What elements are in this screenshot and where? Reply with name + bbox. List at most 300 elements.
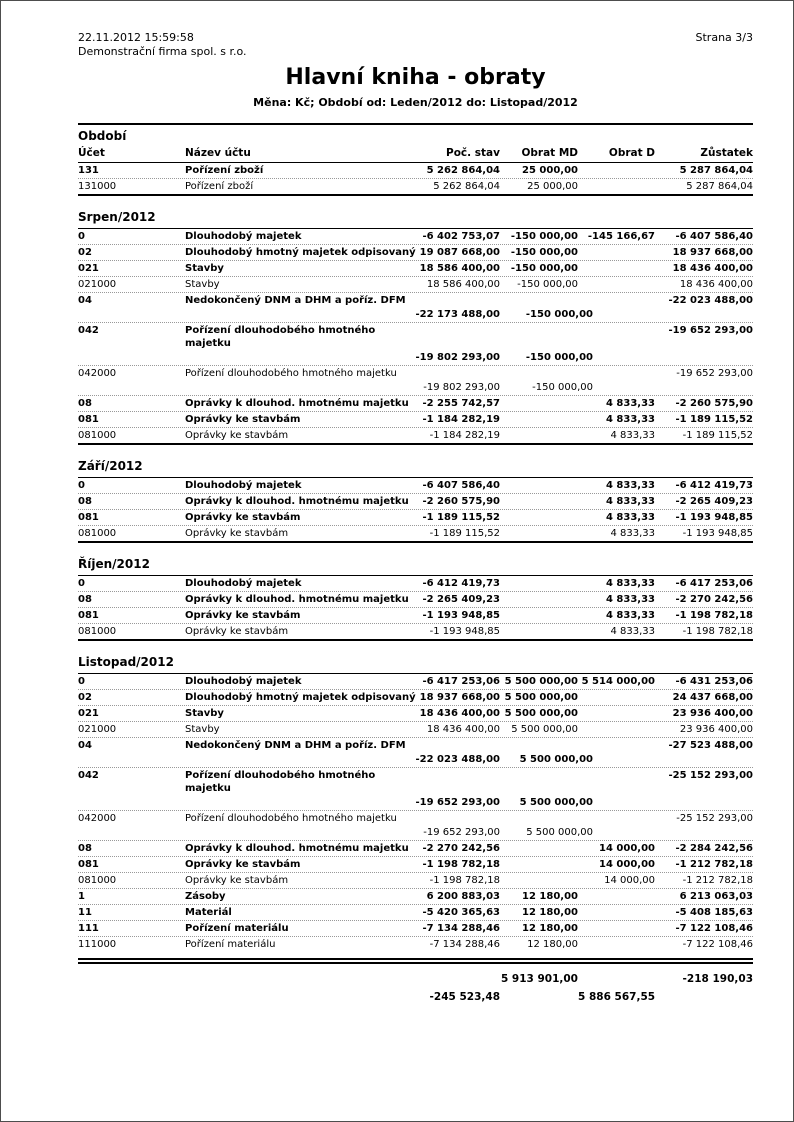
poc-stav-value: -7 134 288,46 <box>422 923 500 934</box>
obrat-d-value: 4 833,33 <box>610 528 655 539</box>
zustatek-value: -1 193 948,85 <box>682 528 753 539</box>
table-row <box>78 509 753 525</box>
zustatek-value: -22 023 488,00 <box>668 295 753 306</box>
obrat-d-value: 14 000,00 <box>599 859 655 870</box>
account-name <box>185 890 402 903</box>
section-title: Listopad/2012 <box>78 655 174 669</box>
header-left <box>78 31 247 59</box>
table-row <box>78 395 753 411</box>
account-name <box>185 180 402 193</box>
section-rows <box>78 477 753 543</box>
obrat-md-value <box>500 739 578 752</box>
account-name <box>185 739 406 752</box>
table-row <box>78 810 753 840</box>
obrat-md-value <box>500 324 578 350</box>
obrat-md-value <box>500 577 578 590</box>
table-row <box>78 411 753 427</box>
account-number: 08 <box>78 843 92 854</box>
table-row-value-line <box>78 351 753 365</box>
table-row <box>78 856 753 872</box>
poc-stav-value: 5 262 864,04 <box>426 165 500 176</box>
account-name <box>185 479 402 492</box>
account-name-line-1: Dlouhodobý majetek <box>185 231 302 242</box>
poc-stav-value: -6 407 586,40 <box>422 480 500 491</box>
zustatek-value: -1 189 115,52 <box>682 430 753 441</box>
account-name-line-1: Pořízení dlouhodobého hmotného majetku <box>185 368 397 379</box>
table-row-main-line <box>78 412 753 427</box>
account-name-line-1: Materiál <box>185 907 232 918</box>
obrat-md-value: -150 000,00 <box>517 279 578 290</box>
obrat-d-value: 4 833,33 <box>605 480 655 491</box>
account-number: 081000 <box>78 430 117 441</box>
totals-rule <box>78 958 753 964</box>
poc-stav-value: -6 402 753,07 <box>422 231 500 242</box>
account-number: 081000 <box>78 528 117 539</box>
table-row-main-line <box>78 478 753 493</box>
table-row-main-line <box>78 722 753 737</box>
report-subtitle: Měna: Kč; Období od: Leden/2012 do: Listopad/2012 <box>253 96 578 109</box>
account-name <box>185 262 402 275</box>
table-row <box>78 591 753 607</box>
obrat-d-value <box>578 164 655 177</box>
poc-stav-value: -22 023 488,00 <box>415 754 500 765</box>
zustatek-value: -2 270 242,56 <box>675 594 753 605</box>
obrat-d-value <box>578 922 655 935</box>
table-row-main-line <box>78 261 753 276</box>
zustatek-value: 23 936 400,00 <box>679 724 753 735</box>
obrat-d-value: 5 514 000,00 <box>581 676 655 687</box>
obrat-md-value <box>500 609 578 622</box>
obrat-d-value: 4 833,33 <box>605 414 655 425</box>
account-number: 042000 <box>78 368 117 379</box>
table-row-main-line <box>78 608 753 623</box>
poc-stav-value: 18 586 400,00 <box>426 279 500 290</box>
account-number: 021 <box>78 263 99 274</box>
account-number: 021000 <box>78 279 117 290</box>
account-name <box>185 625 402 638</box>
table-row-main-line <box>78 921 753 936</box>
obrat-value: -150 000,00 <box>532 382 593 393</box>
table-row-main-line <box>78 396 753 411</box>
obrat-d-value <box>578 938 655 951</box>
obrat-md-value <box>500 429 578 442</box>
account-name-line-1: Dlouhodobý majetek <box>185 480 302 491</box>
obrat-md-value <box>500 812 578 825</box>
account-name <box>185 246 416 259</box>
account-number: 021 <box>78 708 99 719</box>
poc-stav-value: -2 265 409,23 <box>422 594 500 605</box>
section-rows <box>78 163 753 196</box>
table-row <box>78 623 753 639</box>
account-name-line-1: Nedokončený DNM a DHM a poříz. DFM <box>185 295 406 306</box>
zustatek-value: -1 212 782,18 <box>682 875 753 886</box>
poc-stav-value: 6 200 883,03 <box>426 891 500 902</box>
poc-stav-value: -1 193 948,85 <box>429 626 500 637</box>
poc-stav-value: -1 184 282,19 <box>422 414 500 425</box>
zustatek-value: -1 193 948,85 <box>675 512 753 523</box>
table-row-main-line <box>78 706 753 721</box>
table-row <box>78 276 753 292</box>
zustatek-value: -27 523 488,00 <box>668 740 753 751</box>
account-number: 081 <box>78 414 99 425</box>
table-row <box>78 737 753 767</box>
account-name-line-1: Oprávky ke stavbám <box>185 512 301 523</box>
obrat-md-value: -150 000,00 <box>510 231 578 242</box>
poc-stav-value <box>402 294 500 307</box>
zustatek-value: -1 198 782,18 <box>682 626 753 637</box>
report-section <box>78 458 753 543</box>
account-name <box>185 922 402 935</box>
account-number: 02 <box>78 692 92 703</box>
table-row <box>78 163 753 178</box>
obrat-d-value: 4 833,33 <box>605 594 655 605</box>
column-header-obrat-md: Obrat MD <box>521 147 578 159</box>
account-number: 111000 <box>78 939 117 950</box>
obrat-md-value <box>500 527 578 540</box>
account-name <box>185 874 402 887</box>
table-row-main-line <box>78 576 753 591</box>
poc-stav-value <box>402 324 500 350</box>
zustatek-value: -6 412 419,73 <box>675 480 753 491</box>
obrat-d-value: 14 000,00 <box>604 875 655 886</box>
account-name <box>185 429 402 442</box>
account-name-line-1: Pořízení zboží <box>185 165 264 176</box>
poc-stav-value: -5 420 365,63 <box>422 907 500 918</box>
obrat-d-value: 4 833,33 <box>610 626 655 637</box>
table-row <box>78 178 753 194</box>
account-name-line-1: Pořízení materiálu <box>185 939 276 950</box>
obrat-d-value <box>578 723 655 736</box>
account-name-line-1: Pořízení zboží <box>185 181 254 192</box>
zustatek-value: 5 287 864,04 <box>686 181 753 192</box>
account-number: 081 <box>78 610 99 621</box>
poc-stav-value: 18 937 668,00 <box>419 692 500 703</box>
account-name-line-1: Pořízení materiálu <box>185 923 289 934</box>
obrat-value: 5 500 000,00 <box>526 827 593 838</box>
obrat-md-value <box>500 842 578 855</box>
section-title: Srpen/2012 <box>78 210 156 224</box>
table-row-main-line <box>78 873 753 888</box>
account-name-line-1: Stavby <box>185 724 220 735</box>
obrat-md-value: 5 500 000,00 <box>504 692 578 703</box>
obrat-d-value <box>578 812 655 825</box>
table-row-main-line <box>78 526 753 541</box>
account-name <box>185 511 402 524</box>
poc-stav-value: -2 270 242,56 <box>422 843 500 854</box>
account-name-line-1: Stavby <box>185 279 220 290</box>
obrat-md-value: 5 500 000,00 <box>504 708 578 719</box>
obrat-md-value <box>500 625 578 638</box>
table-row <box>78 229 753 244</box>
obrat-d-value: 4 833,33 <box>605 398 655 409</box>
zustatek-value: -25 152 293,00 <box>676 813 753 824</box>
obrat-md-value: -150 000,00 <box>510 263 578 274</box>
account-number: 081 <box>78 512 99 523</box>
poc-stav-value: -1 198 782,18 <box>422 859 500 870</box>
obrat-d-value <box>578 294 655 307</box>
account-number: 08 <box>78 496 92 507</box>
table-row <box>78 244 753 260</box>
account-name <box>185 413 402 426</box>
account-name-line-1: Oprávky ke stavbám <box>185 430 289 441</box>
table-row <box>78 674 753 689</box>
poc-stav-value: 18 436 400,00 <box>419 708 500 719</box>
account-number: 042000 <box>78 813 117 824</box>
obrat-d-value: -145 166,67 <box>587 231 655 242</box>
zustatek-value: -6 407 586,40 <box>675 231 753 242</box>
account-number: 0 <box>78 578 85 589</box>
table-row <box>78 872 753 888</box>
account-name <box>185 858 402 871</box>
poc-stav-value: -6 417 253,06 <box>422 676 500 687</box>
obrat-d-value: 4 833,33 <box>605 496 655 507</box>
table-row-value-line <box>78 826 753 840</box>
table-row <box>78 525 753 541</box>
column-headers <box>78 147 753 163</box>
zustatek-value: -5 408 185,63 <box>675 907 753 918</box>
obrat-md-value <box>500 593 578 606</box>
report-section <box>78 209 753 445</box>
account-number: 0 <box>78 231 85 242</box>
table-row-main-line <box>78 428 753 443</box>
table-row <box>78 920 753 936</box>
poc-stav-value: -1 189 115,52 <box>422 512 500 523</box>
obrat-d-value: 4 833,33 <box>605 578 655 589</box>
table-row-value-line <box>78 308 753 322</box>
poc-stav-value: -1 198 782,18 <box>429 875 500 886</box>
poc-stav-value: -6 412 419,73 <box>422 578 500 589</box>
account-name-line-1: Oprávky k dlouhod. hmotnému majetku <box>185 496 409 507</box>
table-row <box>78 493 753 509</box>
obrat-md-value: 25 000,00 <box>522 165 578 176</box>
column-header-nazev-uctu: Název účtu <box>185 147 251 159</box>
account-name <box>185 324 402 350</box>
total-obrat-md: 5 913 901,00 <box>500 973 578 985</box>
section-title: Září/2012 <box>78 459 143 473</box>
obrat-d-value: 4 833,33 <box>605 610 655 621</box>
poc-stav-value <box>402 812 500 825</box>
account-number: 042 <box>78 770 99 781</box>
poc-stav-value: -1 189 115,52 <box>429 528 500 539</box>
account-number: 081000 <box>78 626 117 637</box>
table-row-main-line <box>78 277 753 292</box>
poc-stav-value: -1 184 282,19 <box>429 430 500 441</box>
poc-stav-value: -1 193 948,85 <box>422 610 500 621</box>
obrat-md-value: 5 500 000,00 <box>504 676 578 687</box>
zustatek-value: -19 652 293,00 <box>668 325 753 336</box>
poc-stav-value: -2 255 742,57 <box>422 398 500 409</box>
obrat-value: 5 500 000,00 <box>519 797 593 808</box>
table-row-main-line <box>78 674 753 689</box>
obrat-md-value: 12 180,00 <box>527 939 578 950</box>
obrat-md-value <box>500 858 578 871</box>
poc-stav-value: -19 802 293,00 <box>423 382 500 393</box>
poc-stav-value: -19 652 293,00 <box>423 827 500 838</box>
account-name <box>185 278 402 291</box>
report-section <box>78 654 753 952</box>
table-row <box>78 888 753 904</box>
account-name <box>185 577 402 590</box>
account-number: 131000 <box>78 181 117 192</box>
obrat-d-value <box>578 890 655 903</box>
table-row-main-line <box>78 494 753 509</box>
account-name-line-1: Oprávky ke stavbám <box>185 610 301 621</box>
report-table <box>78 123 753 1006</box>
obrat-md-value: 25 000,00 <box>527 181 578 192</box>
account-number: 04 <box>78 295 92 306</box>
table-row <box>78 767 753 810</box>
obrat-d-value <box>578 246 655 259</box>
zustatek-value: -1 189 115,52 <box>675 414 753 425</box>
table-row-main-line <box>78 163 753 178</box>
zustatek-value: 18 436 400,00 <box>679 279 753 290</box>
report-section <box>78 556 753 641</box>
poc-stav-value <box>402 739 500 752</box>
account-name-line-1: Oprávky k dlouhod. hmotnému majetku <box>185 843 409 854</box>
table-row-value-line <box>78 381 753 395</box>
table-row-main-line <box>78 179 753 194</box>
poc-stav-value: -2 260 575,90 <box>422 496 500 507</box>
account-number: 11 <box>78 907 92 918</box>
table-row-main-line <box>78 245 753 260</box>
obrat-md-value <box>500 367 578 380</box>
poc-stav-value: 18 586 400,00 <box>419 263 500 274</box>
account-name-line-1: Oprávky ke stavbám <box>185 414 301 425</box>
zustatek-value: 24 437 668,00 <box>672 692 753 703</box>
table-row-main-line <box>78 811 753 826</box>
table-row <box>78 936 753 952</box>
account-name-line-1: Pořízení dlouhodobého hmotného majetku <box>185 813 397 824</box>
section-rows <box>78 575 753 641</box>
zustatek-value: -7 122 108,46 <box>682 939 753 950</box>
obrat-md-value: 12 180,00 <box>522 907 578 918</box>
report-title: Hlavní kniha - obraty <box>285 65 546 90</box>
table-row-main-line <box>78 857 753 872</box>
obrat-md-value <box>500 495 578 508</box>
obrat-value: -150 000,00 <box>525 352 593 363</box>
table-row <box>78 260 753 276</box>
totals-line-2 <box>78 988 753 1006</box>
table-row <box>78 705 753 721</box>
table-row-main-line <box>78 592 753 607</box>
account-name <box>185 842 409 855</box>
account-name <box>185 769 402 795</box>
table-row-main-line <box>78 738 753 753</box>
table-row <box>78 478 753 493</box>
poc-stav-value: 19 087 668,00 <box>419 247 500 258</box>
table-row <box>78 689 753 705</box>
zustatek-value: -25 152 293,00 <box>668 770 753 781</box>
zustatek-value: 18 937 668,00 <box>672 247 753 258</box>
table-row <box>78 721 753 737</box>
table-row-main-line <box>78 937 753 952</box>
zustatek-value: 6 213 063,03 <box>679 891 753 902</box>
table-row-main-line <box>78 510 753 525</box>
account-name <box>185 675 402 688</box>
zustatek-value: 23 936 400,00 <box>672 708 753 719</box>
page-content <box>1 1 793 1006</box>
page-number: Strana 3/3 <box>695 31 753 44</box>
account-name-line-1: Zásoby <box>185 891 226 902</box>
account-number: 04 <box>78 740 92 751</box>
account-name-line-1: Pořízení dlouhodobého hmotného <box>185 770 376 781</box>
zustatek-value: -1 198 782,18 <box>675 610 753 621</box>
total-obrat-d: 5 886 567,55 <box>578 991 656 1003</box>
obrat-d-value: 4 833,33 <box>605 512 655 523</box>
total-poc-stav: -245 523,48 <box>429 991 500 1003</box>
table-head <box>78 123 753 163</box>
account-name <box>185 527 402 540</box>
poc-stav-value: -19 802 293,00 <box>415 352 500 363</box>
section-title: Období <box>78 129 127 143</box>
account-name <box>185 691 416 704</box>
poc-stav-value: 5 262 864,04 <box>433 181 500 192</box>
table-row-main-line <box>78 889 753 904</box>
poc-stav-value: -7 134 288,46 <box>429 939 500 950</box>
account-name-line-1: Pořízení dlouhodobého hmotného <box>185 325 376 336</box>
section-rows <box>78 673 753 952</box>
account-name <box>185 707 402 720</box>
account-name <box>185 723 402 736</box>
obrat-md-value <box>500 479 578 492</box>
table-row-main-line <box>78 366 753 381</box>
table-row <box>78 840 753 856</box>
account-name-line-1: Dlouhodobý majetek <box>185 578 302 589</box>
obrat-d-value <box>578 324 655 350</box>
account-name <box>185 938 402 951</box>
account-name-line-1: Stavby <box>185 263 224 274</box>
obrat-md-value <box>500 413 578 426</box>
zustatek-value: -19 652 293,00 <box>676 368 753 379</box>
account-number: 021000 <box>78 724 117 735</box>
zustatek-value: -2 265 409,23 <box>675 496 753 507</box>
report-header <box>78 31 753 59</box>
account-number: 131 <box>78 165 99 176</box>
poc-stav-value <box>402 367 500 380</box>
total-zustatek: -218 190,03 <box>682 973 753 985</box>
report-sections <box>78 209 753 952</box>
account-number: 081 <box>78 859 99 870</box>
table-row <box>78 322 753 365</box>
account-number: 08 <box>78 594 92 605</box>
account-number: 0 <box>78 676 85 687</box>
table-row-main-line <box>78 293 753 308</box>
obrat-md-value <box>500 769 578 795</box>
account-name-line-2: majetku <box>185 338 231 349</box>
account-name <box>185 397 409 410</box>
account-name-line-1: Oprávky ke stavbám <box>185 859 301 870</box>
account-name <box>185 294 406 307</box>
zustatek-value: -1 212 782,18 <box>675 859 753 870</box>
table-row-main-line <box>78 624 753 639</box>
account-name-line-1: Dlouhodobý hmotný majetek odpisovaný <box>185 247 416 258</box>
account-name <box>185 164 402 177</box>
obrat-md-value <box>500 511 578 524</box>
table-row-main-line <box>78 229 753 244</box>
obrat-d-value <box>578 367 655 380</box>
account-number: 08 <box>78 398 92 409</box>
zustatek-value: 5 287 864,04 <box>679 165 753 176</box>
table-row-main-line <box>78 768 753 796</box>
account-number: 042 <box>78 325 99 336</box>
account-name <box>185 812 402 825</box>
zustatek-value: -2 260 575,90 <box>675 398 753 409</box>
obrat-d-value <box>578 769 655 795</box>
account-name-line-1: Oprávky k dlouhod. hmotnému majetku <box>185 594 409 605</box>
account-number: 081000 <box>78 875 117 886</box>
account-name <box>185 593 409 606</box>
account-number: 0 <box>78 480 85 491</box>
